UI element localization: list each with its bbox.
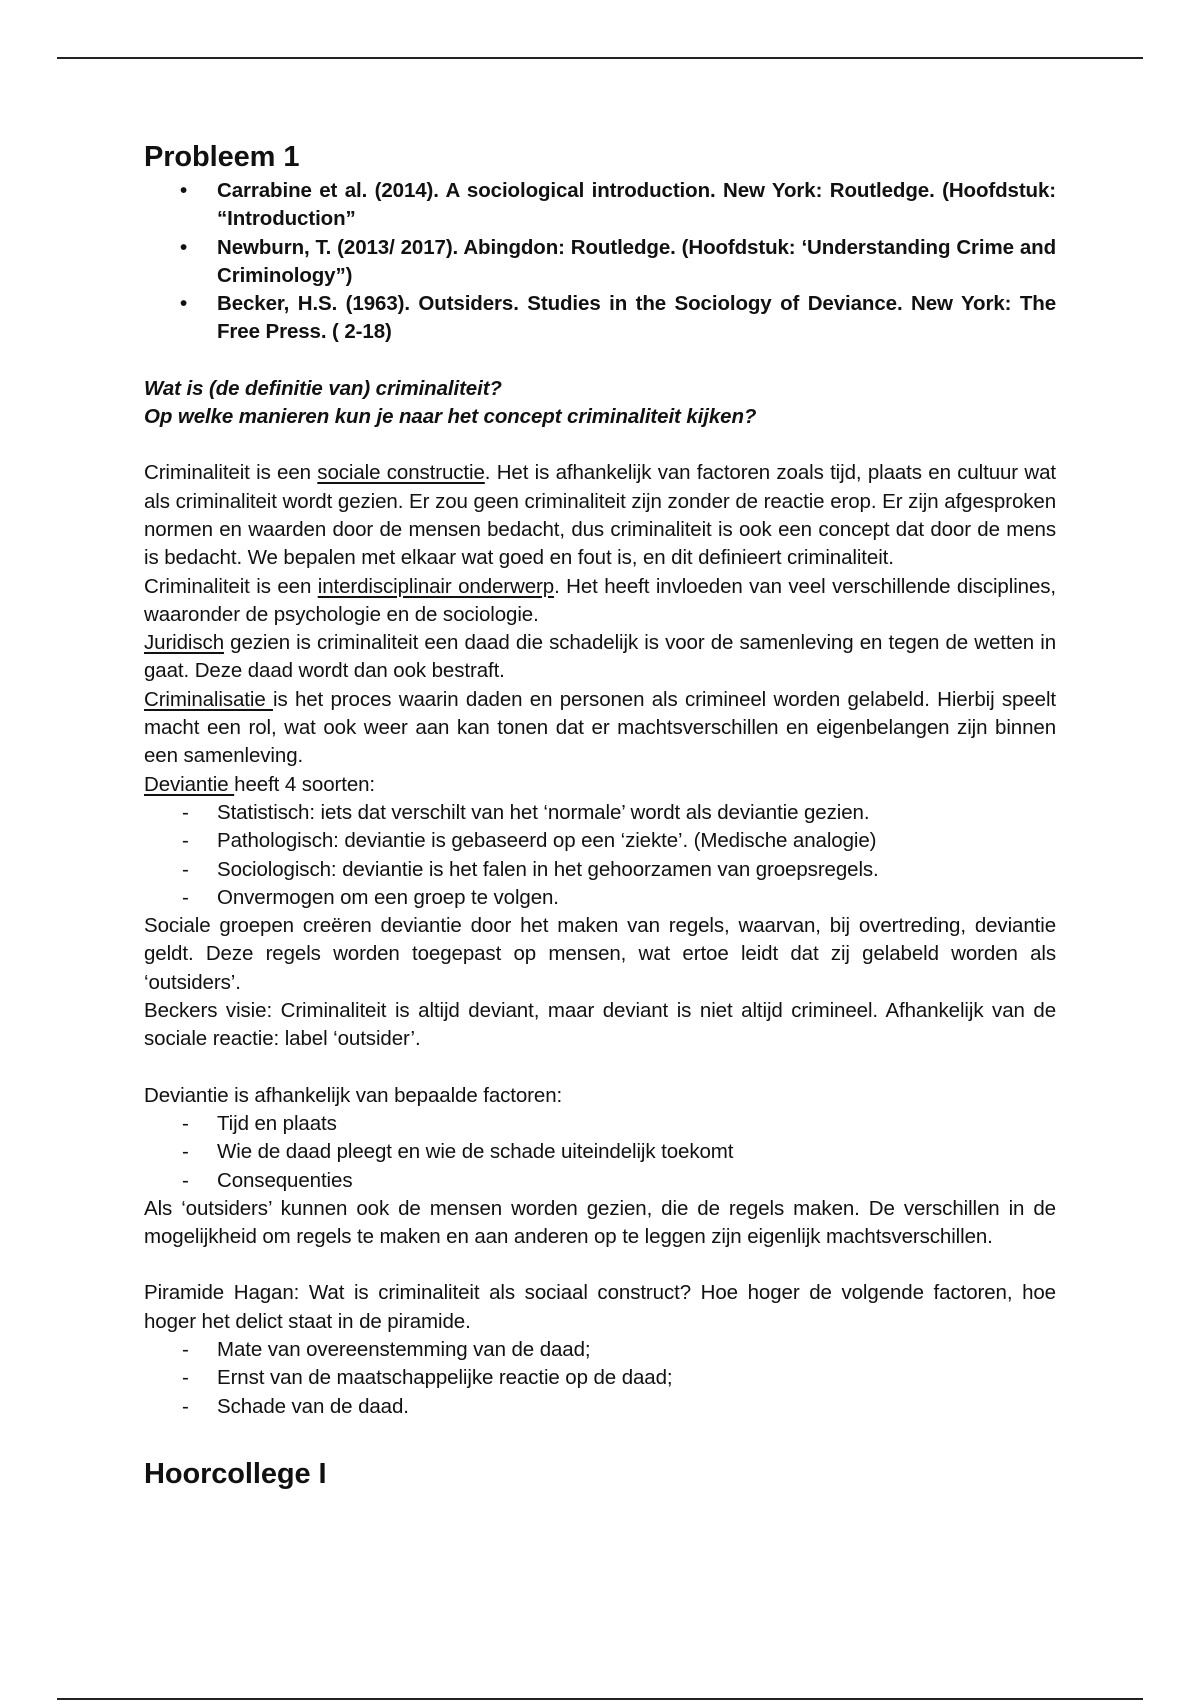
list-item: - Statistisch: iets dat verschilt van het ‘normale’ wordt als deviantie gezien. [144,799,1056,827]
paragraph-becker-view: Beckers visie: Criminaliteit is altijd deviant, maar deviant is niet altijd crimineel. Afhankelijk van de sociale reactie: label ‘outsider’. [144,999,1056,1051]
paragraph-interdisciplinary: Criminaliteit is een interdisciplinair onderwerp. Het heeft invloeden van veel verschillende disciplines, waaronder de psychologie en de sociologie. [144,574,1056,626]
list-item: - Schade van de daad. [144,1393,1056,1421]
factors-list [144,1110,1056,1195]
paragraph-deviance-factors: Deviantie is afhankelijk van bepaalde factoren: [144,1083,563,1107]
list-item: - Sociologisch: deviantie is het falen in het gehoorzamen van groepsregels. [144,856,1056,884]
list-item: - Wie de daad pleegt en wie de schade uiteindelijk toekomt [144,1138,1056,1166]
heading-hoorcollege: Hoorcollege I [144,1457,327,1490]
heading-probleem-1: Probleem 1 [144,141,300,173]
term-deviantie: Deviantie [144,772,235,796]
question-definition: Wat is (de definitie van) criminaliteit? [144,376,502,400]
reference-item: • Carrabine et al. (2014). A sociological introduction. New York: Routledge. (Hoofdstuk: “Introduction” [144,177,1056,234]
list-item: - Onvermogen om een groep te volgen. [144,884,1056,912]
reference-item: • Newburn, T. (2013/ 2017). Abingdon: Routledge. (Hoofdstuk: ‘Understanding Crime and Criminology”) [144,234,1056,291]
term-juridisch: Juridisch [144,631,224,655]
question-perspectives: Op welke manieren kun je naar het concept criminaliteit kijken? [144,405,757,429]
term-criminalisatie: Criminalisatie [144,687,273,711]
list-item: - Pathologisch: deviantie is gebaseerd op een ‘ziekte’. (Medische analogie) [144,827,1056,855]
reference-list [144,177,1056,347]
deviance-types-list [144,799,1056,912]
term-interdisciplinair: interdisciplinair onderwerp [317,574,555,598]
list-item: - Consequenties [144,1167,1056,1195]
paragraph-outsiders: Als ‘outsiders’ kunnen ook de mensen worden gezien, die de regels maken. De verschillen in de mogelijkheid om regels te maken en aan anderen op te leggen zijn eigenlijk machtsverschillen. [144,1196,1056,1249]
paragraph-criminalisatie: Criminalisatie is het proces waarin daden en personen als crimineel worden gelabeld. Hierbij speelt macht een rol, wat ook weer aan kan tonen dat er machtsverschillen en eigenbelangen zijn binnen een samenleving. [144,687,1056,768]
paragraph-deviantie: Deviantie heeft 4 soorten: [144,772,376,796]
paragraph-piramide-hagan: Piramide Hagan: Wat is criminaliteit als sociaal construct? Hoe hoger de volgende factoren, hoe hoger het delict staat in de piramide. [144,1281,1056,1333]
paragraph-social-construct: Criminaliteit is een sociale constructie. Het is afhankelijk van factoren zoals tijd, plaats en cultuur wat als criminaliteit wordt gezien. Er zou geen criminaliteit zijn zonder de reactie erop. Er zijn afgesproken normen en waarden door de mensen bedacht, dus criminaliteit is ook een concept dat door de mens is bedacht. We bepalen met elkaar wat goed en fout is, en dit definieert criminaliteit. [144,461,1056,570]
term-sociale-constructie: sociale constructie [317,461,485,485]
list-item: - Mate van overeenstemming van de daad; [144,1336,1056,1364]
header-rule [57,57,1143,59]
list-item: - Ernst van de maatschappelijke reactie op de daad; [144,1364,1056,1392]
paragraph-juridisch: Juridisch gezien is criminaliteit een daad die schadelijk is voor de samenleving en tegen de wetten in gaat. Deze daad wordt dan ook bestraft. [144,631,1056,683]
document-page [144,140,1056,1491]
reference-item: • Becker, H.S. (1963). Outsiders. Studies in the Sociology of Deviance. New York: The Free Press. ( 2-18) [144,290,1056,347]
list-item: - Tijd en plaats [144,1110,1056,1138]
pyramid-factors-list [144,1336,1056,1421]
paragraph-social-groups: Sociale groepen creëren deviantie door het maken van regels, waarvan, bij overtreding, deviantie geldt. Deze regels worden toegepast op mensen, wat ertoe leidt dat zij gelabeld worden als ‘outsiders’. [144,914,1056,994]
